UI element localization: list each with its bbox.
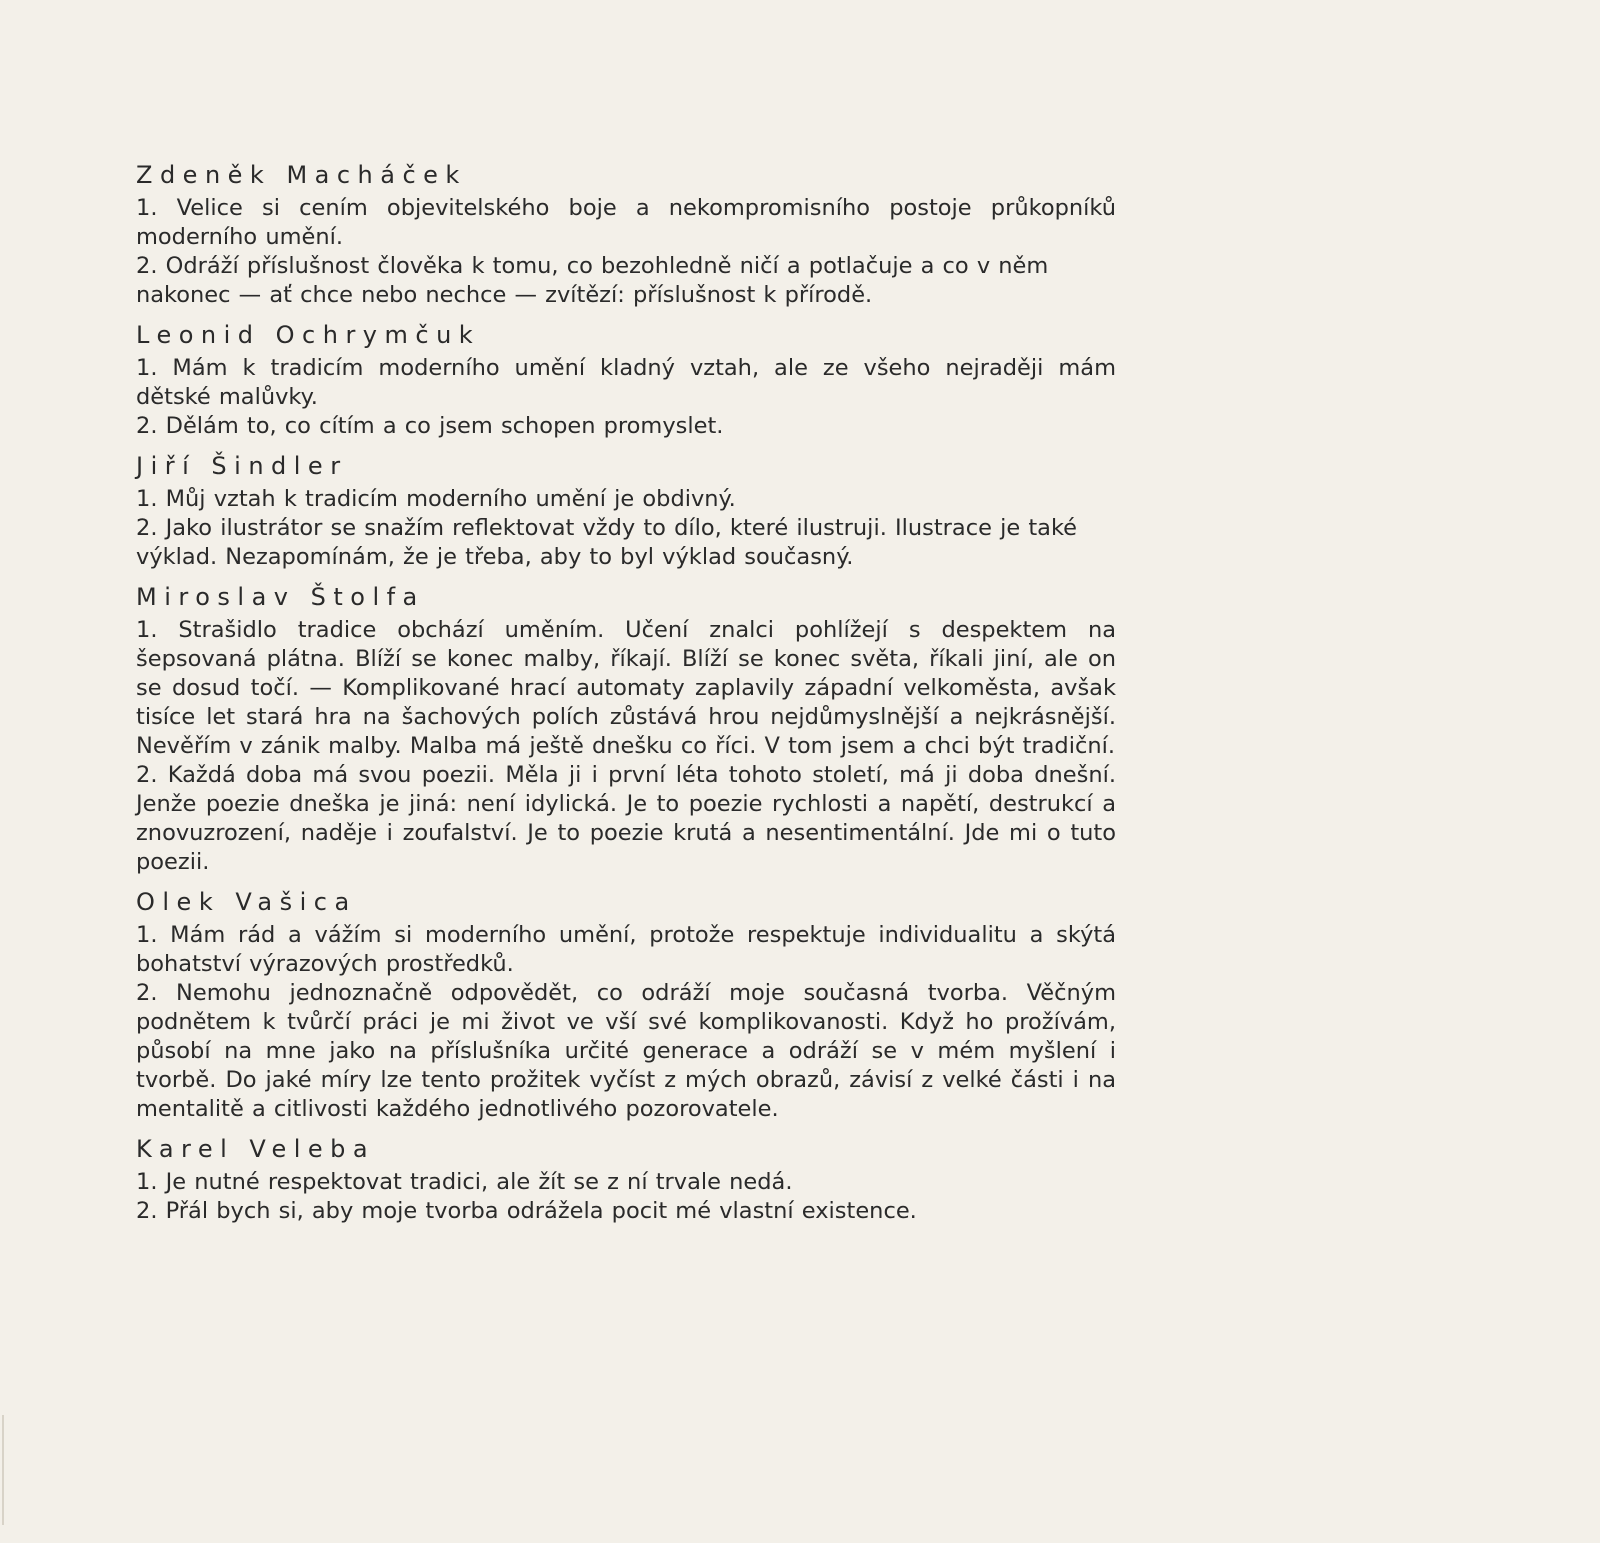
artist-name: Leonid Ochrymčuk (136, 321, 481, 349)
artist-name: Miroslav Štolfa (136, 583, 425, 611)
entry-leonid-ochrymcuk (136, 320, 1116, 441)
answer-1: 1. Velice si cením objevitelského boje a nekompromisního postoje průkopníků moderního umění. (136, 195, 1116, 250)
answer-2: 2. Odráží příslušnost člověka k tomu, co bezohledně ničí a potlačuje a co v něm nakonec — ať chce nebo nechce — zvítězí: příslušnost k přírodě. (136, 253, 1049, 308)
entry-olek-vasica (136, 887, 1116, 1124)
answer-2: 2. Jako ilustrátor se snažím reflektovat vždy to dílo, které ilustruji. Ilustrace je také výklad. Nezapomínám, že je třeba, aby to byl výklad současný. (136, 515, 1078, 570)
answer-2: 2. Každá doba má svou poezii. Měla ji i první léta tohoto století, má ji doba dnešní. Jenže poezie dneška je jiná: není idylická. Je to poezie rychlosti a napětí, destrukcí a znovuzrození, naděje i zoufalství. Je to poezie krutá a nesentimentální. Jde mi o tuto poezii. (136, 762, 1116, 875)
answer-1: 1. Mám rád a vážím si moderního umění, protože respektuje individualitu a skýtá bohatství výrazových prostředků. (136, 922, 1116, 977)
answer-2: 2. Přál bych si, aby moje tvorba odrážela pocit mé vlastní existence. (136, 1198, 917, 1224)
page-edge-shadow (2, 1415, 4, 1525)
answer-1: 1. Můj vztah k tradicím moderního umění je obdivný. (136, 486, 736, 512)
answer-1: 1. Mám k tradicím moderního umění kladný vztah, ale ze všeho nejraději mám dětské malůvky. (136, 355, 1116, 410)
artist-name: Karel Veleba (136, 1135, 376, 1163)
artist-name: Jiří Šindler (136, 452, 348, 480)
entry-zdenek-machacek (136, 160, 1116, 310)
artist-name: Zdeněk Macháček (136, 161, 467, 189)
artist-name: Olek Vašica (136, 888, 357, 916)
answer-1: 1. Strašidlo tradice obchází uměním. Učení znalci pohlížejí s despektem na šepsovaná plátna. Blíží se konec malby, říkají. Blíží se konec světa, říkali jiní, ale on se dosud točí. — Komplikované hrací automaty zaplavily západní velkoměsta, avšak tisíce let stará hra na šachových polích zůstává hrou nejdůmyslnější a nejkrásnější. Nevěřím v zánik malby. Malba má ještě dnešku co říci. V tom jsem a chci být tradiční. (136, 617, 1116, 759)
entry-jiri-sindler (136, 451, 1116, 572)
answer-2: 2. Dělám to, co cítím a co jsem schopen promyslet. (136, 413, 724, 439)
answers-text-block (136, 160, 1116, 1236)
entry-karel-veleba (136, 1134, 1116, 1226)
entry-miroslav-stolfa (136, 582, 1116, 877)
answer-2: 2. Nemohu jednoznačně odpovědět, co odráží moje současná tvorba. Věčným podnětem k tvůrčí práci je mi život ve vší své komplikovanosti. Když ho prožívám, působí na mne jako na příslušníka určité generace a odráží se v mém myšlení i tvorbě. Do jaké míry lze tento prožitek vyčíst z mých obrazů, závisí z velké části i na mentalitě a citlivosti každého jednotlivého pozorovatele. (136, 980, 1116, 1122)
answer-1: 1. Je nutné respektovat tradici, ale žít se z ní trvale nedá. (136, 1169, 793, 1195)
